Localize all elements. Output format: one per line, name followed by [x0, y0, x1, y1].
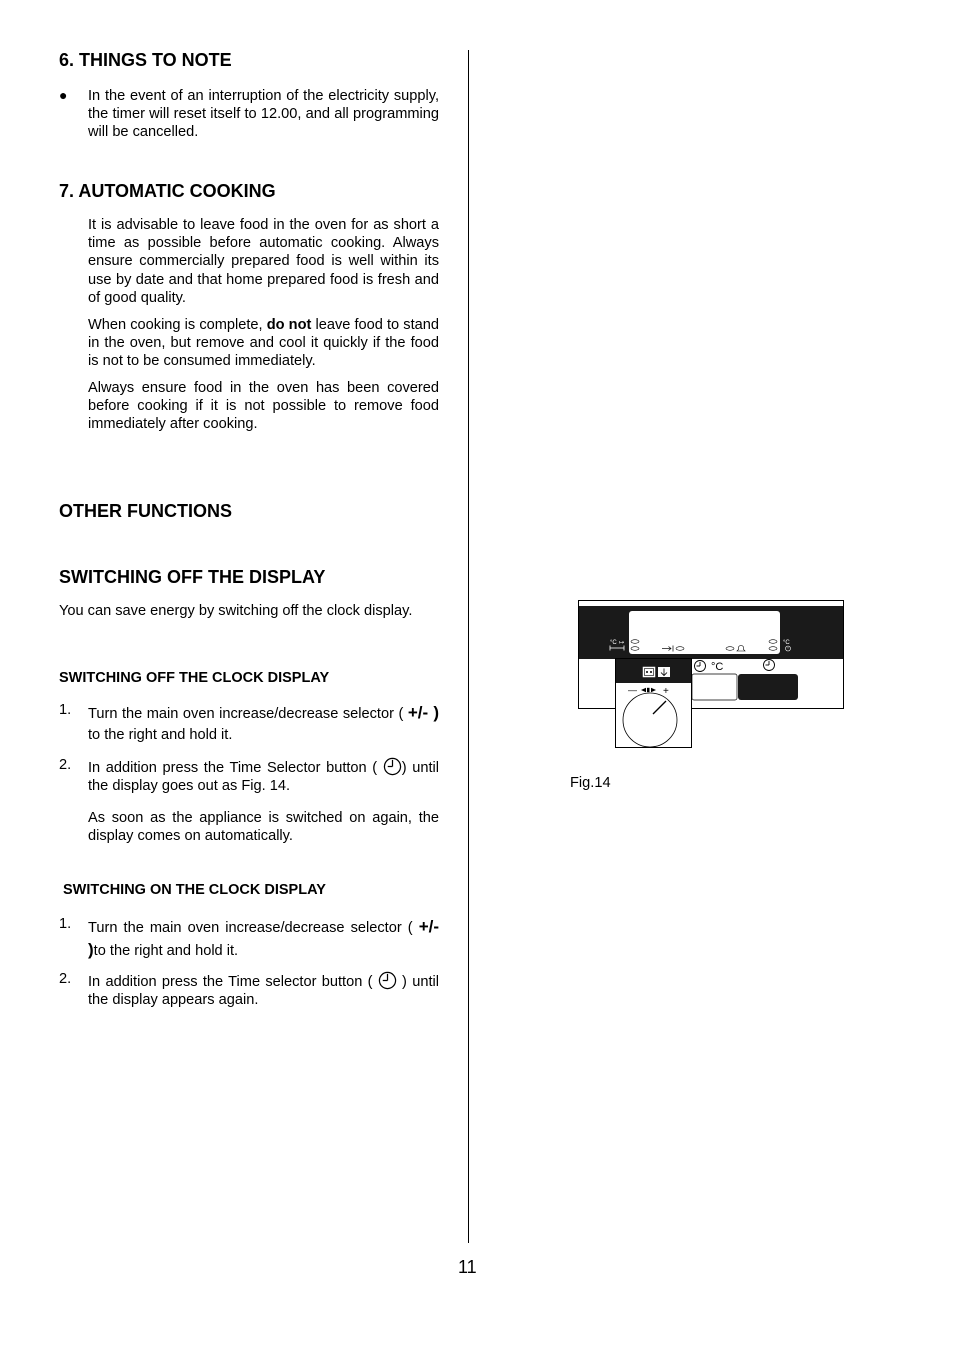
- step-number: 1.: [59, 916, 72, 932]
- switching-on-step2: In addition press the Time selector button ( ) until the display appears again.: [88, 971, 439, 1009]
- selector-knob[interactable]: [623, 693, 677, 747]
- heading-switching-on-clock: SWITCHING ON THE CLOCK DISPLAY: [63, 882, 326, 898]
- step-number: 1.: [59, 702, 72, 718]
- switching-off-note: As soon as the appliance is switched on again, the display comes on automatically.: [88, 810, 439, 845]
- switching-off-display-intro: You can save energy by switching off the clock display.: [59, 603, 413, 619]
- things-to-note-text: In the event of an interruption of the electricity supply, the timer will reset itself to 12.00, and all programming will be cancelled.: [88, 88, 439, 141]
- switching-off-step1: Turn the main oven increase/decrease selector ( +/- ) to the right and hold it.: [88, 703, 439, 743]
- temperature-symbol: °C: [711, 661, 724, 673]
- step-number: 2.: [59, 971, 72, 987]
- temp-icon: °C: [610, 640, 617, 646]
- clock-icon: [383, 757, 402, 776]
- minus-icon: —: [628, 685, 637, 695]
- plus-icon: +: [663, 686, 669, 697]
- bullet-icon: ●: [59, 87, 68, 103]
- automatic-cooking-para1: It is advisable to leave food in the oven for as short a time as possible before automatic cooking. Always ensure commercially prepared food is well within its use by date and that home prepared food is fresh and of good quality.: [88, 217, 439, 306]
- step-number: 2.: [59, 757, 72, 773]
- temp-icon: °C: [783, 640, 790, 646]
- heading-automatic-cooking: 7. AUTOMATIC COOKING: [59, 181, 276, 201]
- switching-off-step2: In addition press the Time Selector button ( ) until the display goes out as Fig. 14.: [88, 757, 439, 795]
- heading-switching-off-display: SWITCHING OFF THE DISPLAY: [59, 567, 326, 587]
- figure-caption: Fig.14: [570, 775, 611, 791]
- switching-on-step1: Turn the main oven increase/decrease selector ( +/- )to the right and hold it.: [88, 917, 439, 959]
- clock-icon: [378, 971, 397, 990]
- column-divider: [468, 50, 469, 1243]
- arrow-icon: ↦: [619, 639, 625, 646]
- automatic-cooking-para3: Always ensure food in the oven has been covered before cooking if it is not possible to remove food immediately after cooking.: [88, 380, 439, 433]
- page-number: 11: [458, 1257, 477, 1277]
- heading-things-to-note: 6. THINGS TO NOTE: [59, 50, 232, 70]
- automatic-cooking-para2: When cooking is complete, do not leave food to stand in the oven, but remove and cool it quickly if the food is not to be consumed immediately.: [88, 317, 439, 370]
- heading-switching-off-clock: SWITCHING OFF THE CLOCK DISPLAY: [59, 670, 330, 686]
- control-panel-figure: [576, 598, 846, 750]
- temperature-button[interactable]: [692, 674, 737, 700]
- time-selector-button[interactable]: [738, 674, 798, 700]
- heading-other-functions: OTHER FUNCTIONS: [59, 501, 232, 521]
